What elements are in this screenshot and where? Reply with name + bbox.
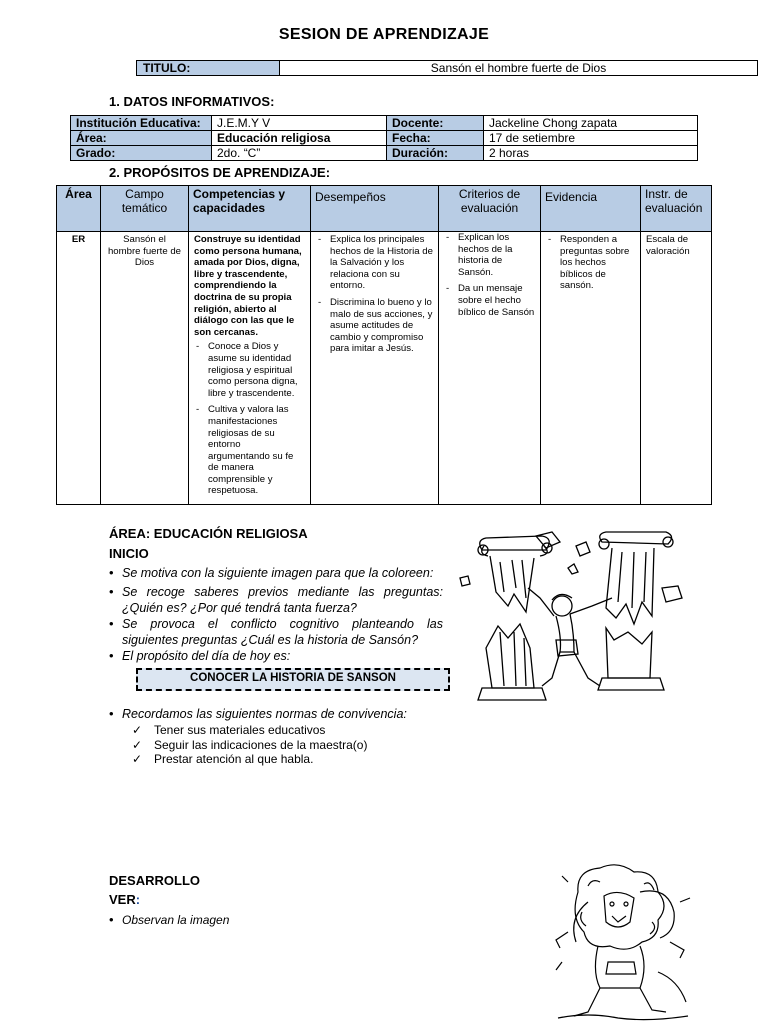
bullet-icon: • [109,706,114,721]
proposito-box: CONOCER LA HISTORIA DE SANSON [136,668,450,691]
inicio-item-4: • El propósito del día de hoy es: [109,648,291,663]
docente-value: Jackeline Chong zapata [484,116,698,131]
inicio-item-2: • Se recoge saberes previos mediante las preguntas: ¿Quién es? ¿Por qué tendrá tanta fuerza? [109,584,443,615]
list-item: - Conoce a Dios y asume su identidad religiosa y espiritual como persona digna, libre y trascendente. [208,341,305,399]
capacidades-list [194,341,305,497]
ver-heading: VER: [109,892,141,907]
cell-evidencia [541,232,641,505]
header-campo: Campo temático [101,186,189,232]
norma-2: ✓ Seguir las indicaciones de la maestra(o) [132,738,368,752]
normas-intro: • Recordamos las siguientes normas de convivencia: [109,706,407,721]
cell-instrumento: Escala de valoración [641,232,712,505]
list-item: - Da un mensaje sobre el hecho bíblico de Sansón [458,283,535,318]
section-2-heading: 2. PROPÓSITOS DE APRENDIZAJE: [109,165,331,180]
header-criterios: Criterios de evaluación [439,186,541,232]
check-icon: ✓ [132,723,143,737]
bullet-icon: • [109,616,114,631]
bullet-icon: • [109,565,114,580]
list-item: - Explican los hechos de la historia de Sansón. [458,232,535,278]
grado-label: Grado: [71,146,212,161]
table-row [57,232,712,505]
cell-campo: Sansón el hombre fuerte de Dios [101,232,189,505]
list-item: - Cultiva y valora las manifestaciones religiosas de su entorno argumentando su fe de manera comprensible y respetuosa. [208,404,305,497]
area-heading: ÁREA: EDUCACIÓN RELIGIOSA [109,526,308,541]
norma-1: ✓ Tener sus materiales educativos [132,723,326,737]
list-item: - Responden a preguntas sobre los hechos bíblicos de sansón. [560,234,635,292]
datos-table [70,115,698,161]
cell-area: ER [57,232,101,505]
cell-criterios [439,232,541,505]
area-label: Área: [71,131,212,146]
ver-item: • Observan la imagen [109,912,230,927]
duracion-label: Duración: [387,146,484,161]
header-competencias: Competencias y capacidades [189,186,311,232]
inst-value: J.E.M.Y V [212,116,387,131]
inicio-item-3: • Se provoca el conflicto cognitivo planteando las siguientes preguntas ¿Cuál es la historia de Sansón? [109,616,443,647]
bullet-icon: • [109,584,114,599]
duracion-value: 2 horas [484,146,698,161]
title-label: TITULO: [137,61,280,75]
criterios-list [444,232,535,318]
cell-desempenos [311,232,439,505]
desarrollo-heading: DESARROLLO [109,873,200,888]
table-row [71,131,698,146]
list-item: - Discrimina lo bueno y lo malo de sus acciones, y asume actitudes de cambio y compromiso para imitar a Jesús. [330,297,433,355]
list-item: - Explica los principales hechos de la Historia de la Salvación y los relaciona con su entorno. [330,234,433,292]
docente-label: Docente: [387,116,484,131]
propositos-table [56,185,712,505]
document-title: SESION DE APRENDIZAJE [278,26,490,43]
table-header-row [57,186,712,232]
inst-label: Institución Educativa: [71,116,212,131]
check-icon: ✓ [132,738,143,752]
area-value: Educación religiosa [212,131,387,146]
fecha-label: Fecha: [387,131,484,146]
inicio-heading: INICIO [109,546,149,561]
title-row [136,60,758,76]
grado-value: 2do. “C” [212,146,387,161]
cell-competencias [189,232,311,505]
fecha-value: 17 de setiembre [484,131,698,146]
table-row [71,116,698,131]
bullet-icon: • [109,648,114,663]
evidencia-list [546,234,635,292]
header-evidencia: Evidencia [541,186,641,232]
samson-pillars-illustration [456,528,686,710]
bullet-icon: • [109,912,114,927]
norma-3: ✓ Prestar atención al que habla. [132,752,314,766]
title-value: Sansón el hombre fuerte de Dios [430,61,607,75]
header-desempenos: Desempeños [311,186,439,232]
header-area: Área [57,186,101,232]
inicio-item-1: • Se motiva con la siguiente imagen para que la coloreen: [109,565,434,580]
competencia-main: Construye su identidad como persona humana, amada por Dios, digna, libre y trascendente, comprendiendo la doctrina de su propia religión, abierto al diálogo con las que le son cercanas. [194,234,302,338]
header-instrumento: Instr. de evaluación [641,186,712,232]
samson-lion-illustration [548,862,698,1022]
table-row [71,146,698,161]
check-icon: ✓ [132,752,143,766]
desempenos-list [316,234,433,355]
section-1-heading: 1. DATOS INFORMATIVOS: [109,94,275,109]
